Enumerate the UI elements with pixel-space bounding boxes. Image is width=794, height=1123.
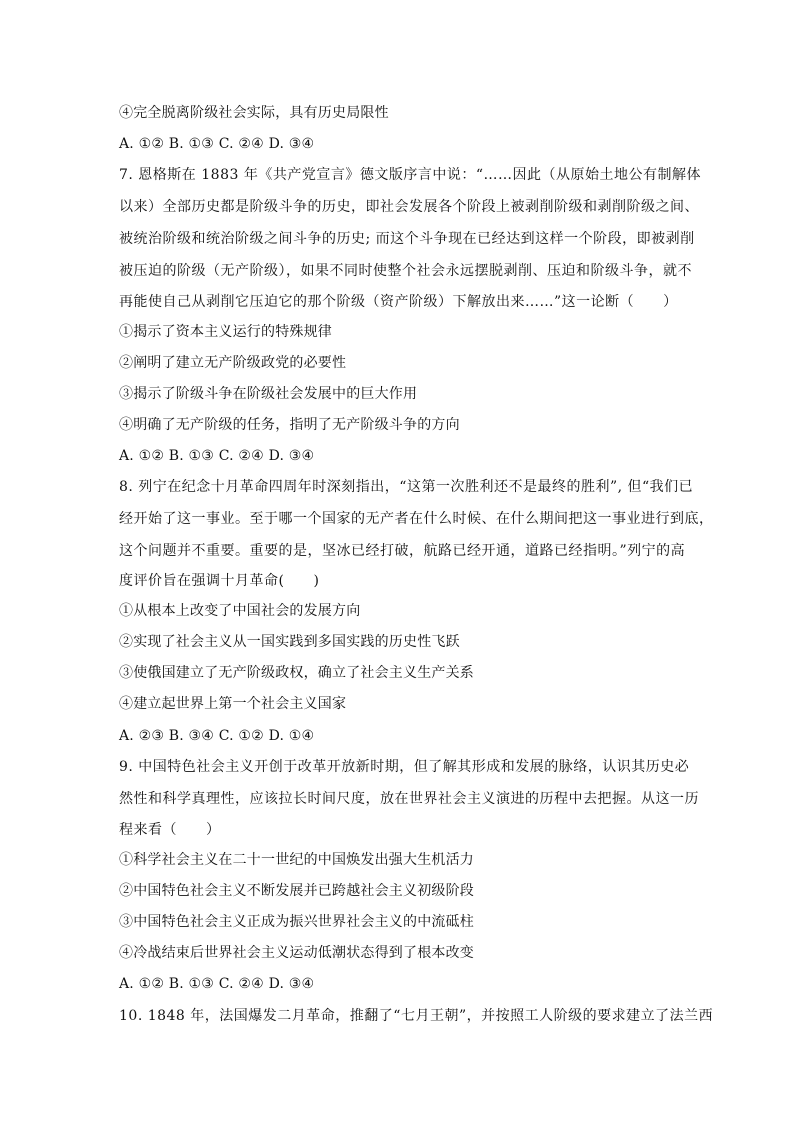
- q9-option-4: ④冷战结束后世界社会主义运动低潮状态得到了根本改变: [119, 945, 474, 961]
- q7-option-4: ④明确了无产阶级的任务，指明了无产阶级斗争的方向: [119, 417, 460, 433]
- q8-stem-line-3: 这个问题并不重要。重要的是，坚冰已经打破，航路已经开通，道路已经指明。”列宁的高: [119, 543, 686, 559]
- q7-stem-line-1: 7. 恩格斯在 1883 年《共产党宣言》德文版序言中说：“……因此（从原始土地公有制解体: [119, 167, 701, 183]
- q6-answer-choices: A. ①② B. ①③ C. ②④ D. ③④: [119, 136, 315, 152]
- q6-option-4: ④完全脱离阶级社会实际，具有历史局限性: [119, 105, 389, 121]
- q9-stem-line-1: 9. 中国特色社会主义开创于改革开放新时期，但了解其形成和发展的脉络，认识其历史必: [119, 759, 690, 775]
- q8-option-3: ③使俄国建立了无产阶级政权，确立了社会主义生产关系: [119, 665, 474, 681]
- q8-stem-line-2: 经开始了这一事业。至于哪一个国家的无产者在什么时候、在什么期间把这一事业进行到底，: [119, 511, 714, 527]
- q7-stem-line-5: 再能使自己从剥削它压迫它的那个阶级（资产阶级）下解放出来……”这一论断（ ）: [119, 294, 678, 310]
- q7-stem-line-4: 被压迫的阶级（无产阶级），如果不同时使整个社会永远摆脱剥削、压迫和阶级斗争，就不: [119, 263, 692, 279]
- q8-stem-line-1: 8. 列宁在纪念十月革命四周年时深刻指出，“这第一次胜利还不是最终的胜利”, 但“我们已: [119, 479, 694, 495]
- q8-stem-line-4: 度评价旨在强调十月革命( ): [119, 573, 320, 589]
- q9-option-2: ②中国特色社会主义不断发展并已跨越社会主义初级阶段: [119, 883, 474, 899]
- q9-stem-line-2: 然性和科学真理性，应该拉长时间尺度，放在世界社会主义演进的历程中去把握。从这一历: [119, 791, 699, 807]
- q7-option-1: ①揭示了资本主义运行的特殊规律: [119, 324, 332, 340]
- q9-stem-line-3: 程来看（ ）: [119, 822, 221, 838]
- q8-option-2: ②实现了社会主义从一国实践到多国实践的历史性飞跃: [119, 634, 460, 650]
- q7-stem-line-2: 以来）全部历史都是阶级斗争的历史，即社会发展各个阶段上被剥削阶级和剥削阶级之间、: [119, 199, 699, 215]
- q9-option-1: ①科学社会主义在二十一世纪的中国焕发出强大生机活力: [119, 852, 474, 868]
- q9-answer-choices: A. ①② B. ①③ C. ②④ D. ③④: [119, 976, 315, 992]
- q8-option-4: ④建立起世界上第一个社会主义国家: [119, 696, 347, 712]
- q10-stem-line-1: 10. 1848 年，法国爆发二月革命，推翻了“七月王朝”，并按照工人阶级的要求建立了法兰西: [119, 1008, 714, 1024]
- q8-option-1: ①从根本上改变了中国社会的发展方向: [119, 603, 361, 619]
- q7-option-2: ②阐明了建立无产阶级政党的必要性: [119, 355, 347, 371]
- q8-answer-choices: A. ②③ B. ③④ C. ①② D. ①④: [119, 728, 315, 744]
- q7-stem-line-3: 被统治阶级和统治阶级之间斗争的历史; 而这个斗争现在已经达到这样一个阶段，即被剥削: [119, 231, 695, 247]
- q9-option-3: ③中国特色社会主义正成为振兴世界社会主义的中流砥柱: [119, 914, 474, 930]
- q7-option-3: ③揭示了阶级斗争在阶级社会发展中的巨大作用: [119, 386, 418, 402]
- q7-answer-choices: A. ①② B. ①③ C. ②④ D. ③④: [119, 448, 315, 464]
